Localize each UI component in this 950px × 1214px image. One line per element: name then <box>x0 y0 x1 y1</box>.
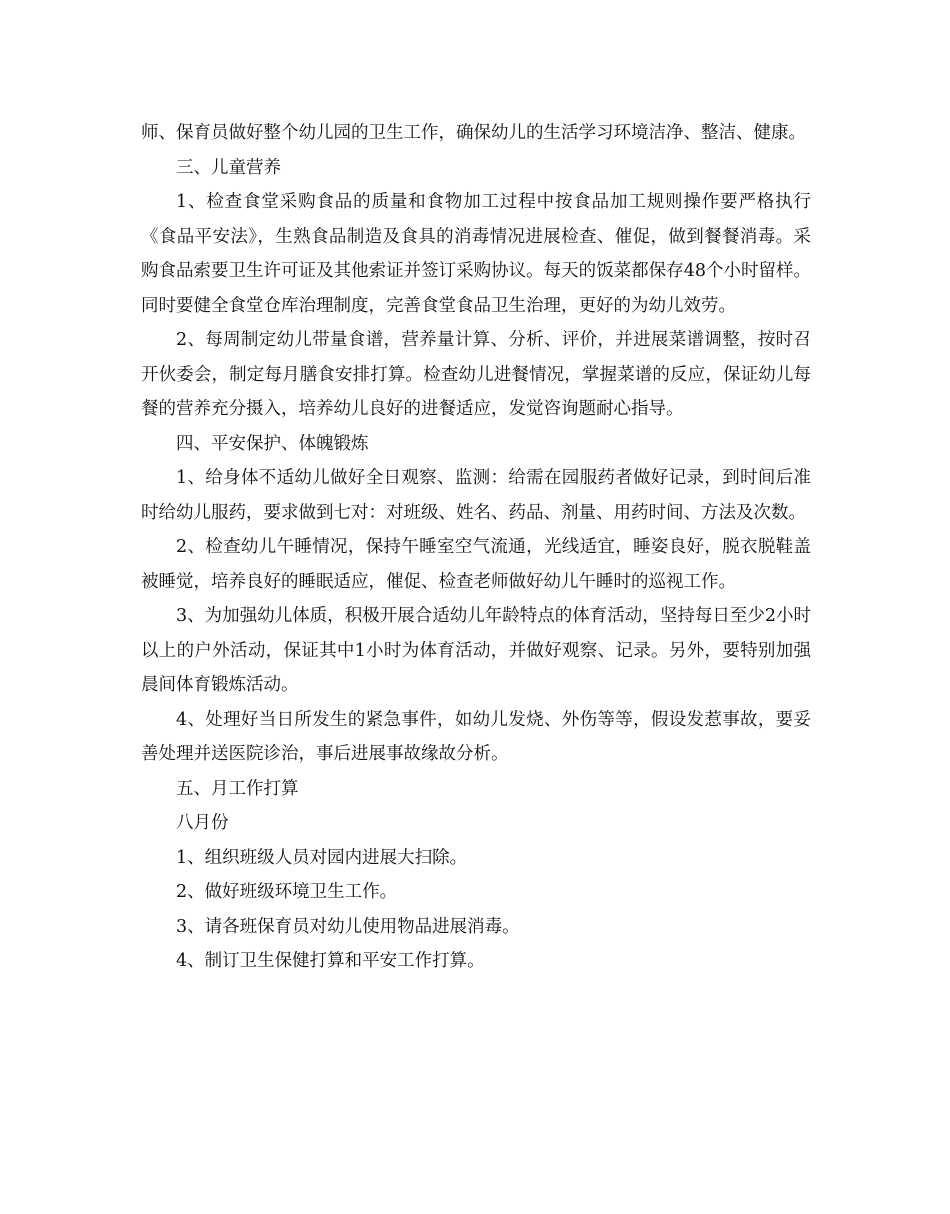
paragraph-continuation: 师、保育员做好整个幼儿园的卫生工作，确保幼儿的生活学习环境洁净、整洁、健康。 <box>141 123 806 143</box>
list-item: 3、请各班保育员对幼儿使用物品进展消毒。 <box>176 916 520 937</box>
paragraph-physical-activity: 3、为加强幼儿体质，积极开展合适幼儿年龄特点的体育活动，坚持每日至少2小时以上的户外活动，保证其中1小时为体育活动，并做好观察、记录。另外，要特别加强晨间体育锻炼活动。 <box>141 606 811 695</box>
subheading-august: 八月份 <box>176 813 229 833</box>
paragraph-nap: 2、检查幼儿午睡情况，保持午睡室空气流通，光线适宜，睡姿良好，脱衣脱鞋盖被睡觉，培养良好的睡眠适应，催促、检查老师做好幼儿午睡时的巡视工作。 <box>141 537 811 592</box>
document-body <box>141 116 811 979</box>
section-heading-nutrition: 三、儿童营养 <box>176 157 281 178</box>
list-item: 2、做好班级环境卫生工作。 <box>176 882 398 902</box>
section-heading-safety: 四、平安保护、体魄锻炼 <box>176 433 369 454</box>
list-item: 1、组织班级人员对园内进展大扫除。 <box>176 847 468 868</box>
paragraph-food-inspection: 1、检查食堂采购食品的质量和食物加工过程中按食品加工规则操作要严格执行《食品平安法》，生熟食品制造及食具的消毒情况进展检查、催促，做到餐餐消毒。采购食品索要卫生许可证及其他索证并签订采购协议。每天的饭菜都保存48个小时留样。同时要健全食堂仓库治理制度，完善食堂食品卫生治理，更好的为幼儿效劳。 <box>141 192 811 316</box>
section-heading-monthly-plan: 五、月工作打算 <box>176 778 299 799</box>
list-item: 4、制订卫生保健打算和平安工作打算。 <box>176 951 485 971</box>
paragraph-medication: 1、给身体不适幼儿做好全日观察、监测：给需在园服药者做好记录，到时间后准时给幼儿服药，要求做到七对：对班级、姓名、药品、剂量、用药时间、方法及次数。 <box>141 468 811 523</box>
paragraph-weekly-menu: 2、每周制定幼儿带量食谱，营养量计算、分析、评价，并进展菜谱调整，按时召开伙委会，制定每月膳食安排打算。检查幼儿进餐情况，掌握菜谱的反应，保证幼儿每餐的营养充分摄入，培养幼儿良好的进餐适应，发觉咨询题耐心指导。 <box>141 330 811 419</box>
paragraph-emergency: 4、处理好当日所发生的紧急事件，如幼儿发烧、外伤等等，假设发惹事故，要妥善处理并送医院诊治，事后进展事故缘故分析。 <box>141 709 811 764</box>
